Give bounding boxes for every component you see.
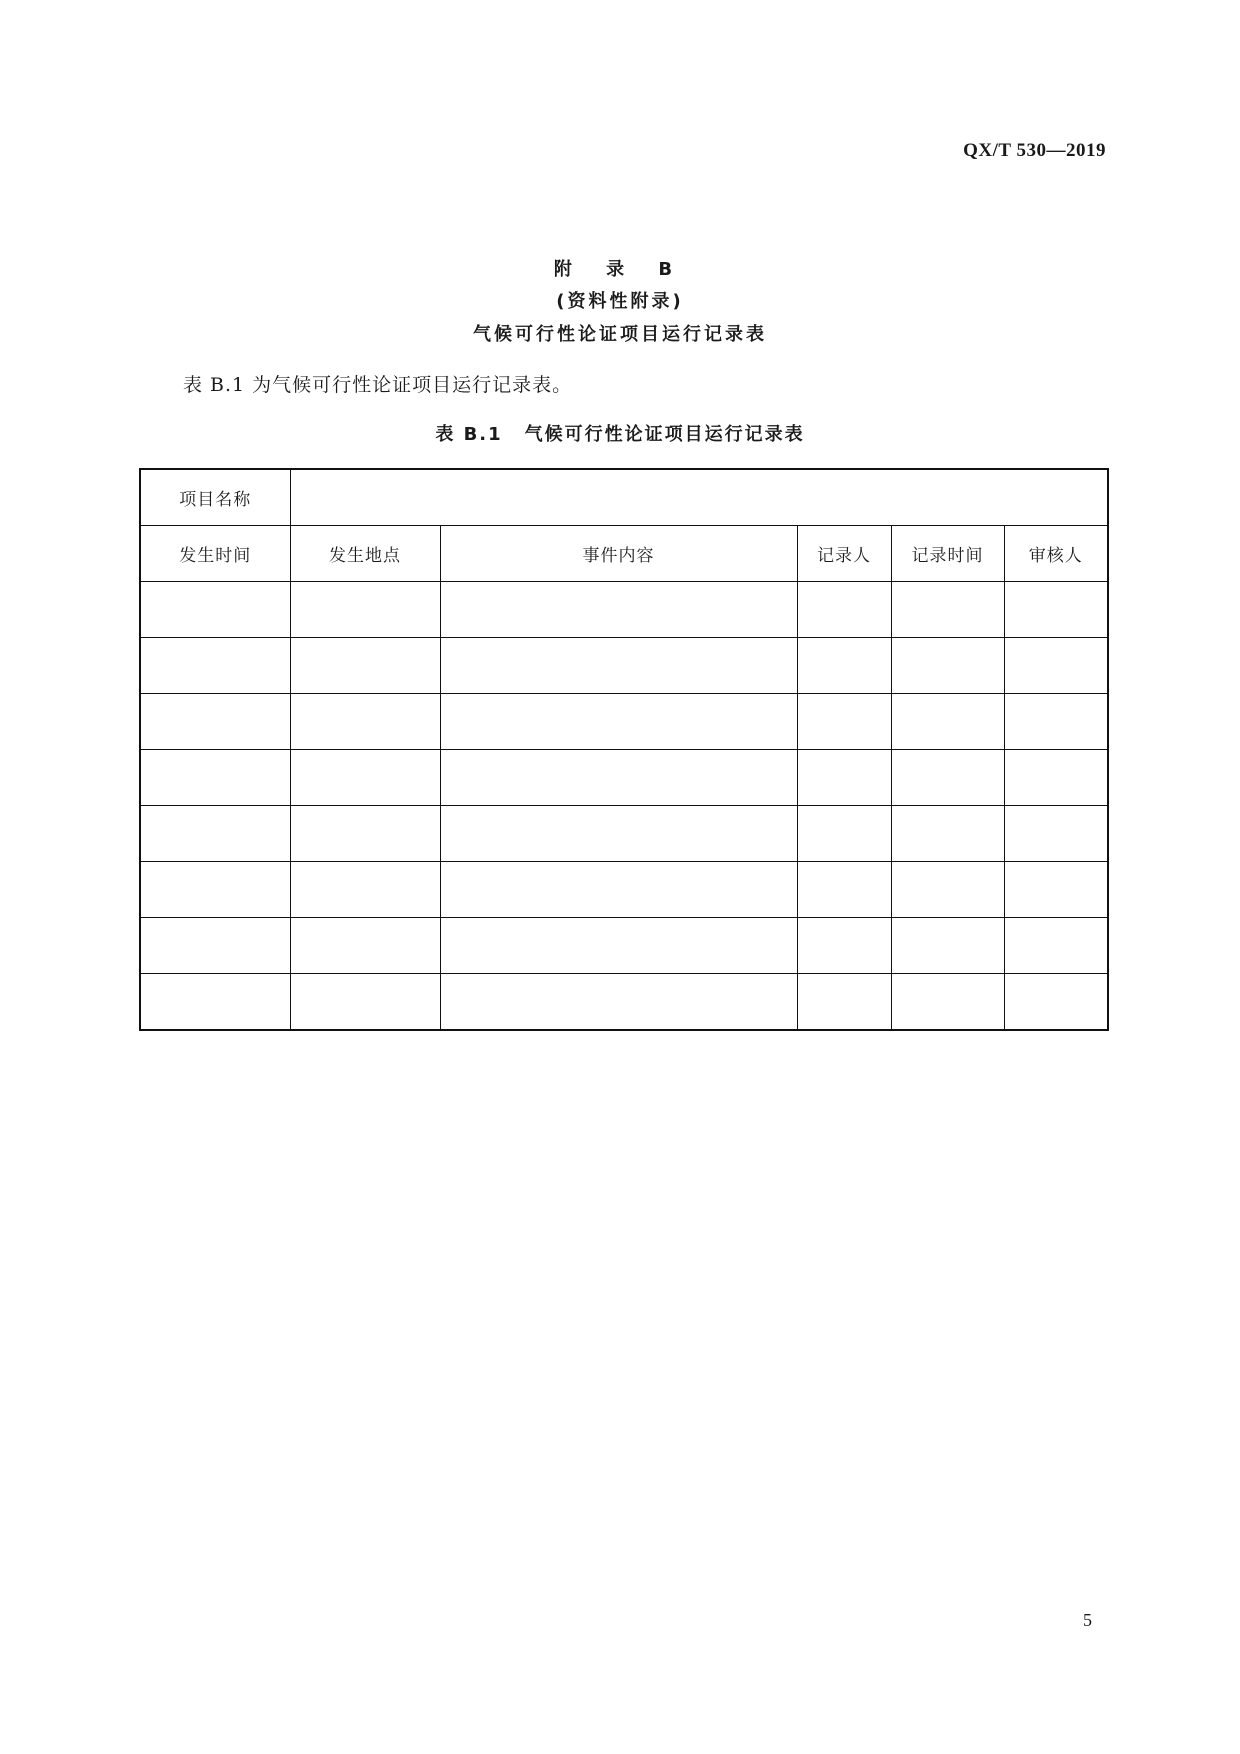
table-cell[interactable] — [797, 918, 891, 974]
table-cell[interactable] — [140, 638, 290, 694]
table-cell[interactable] — [140, 862, 290, 918]
table-cell[interactable] — [797, 806, 891, 862]
project-name-label: 项目名称 — [140, 469, 290, 526]
appendix-type: (资料性附录) — [556, 291, 684, 312]
table-cell[interactable] — [1004, 918, 1108, 974]
table-cell[interactable] — [440, 694, 797, 750]
table-header-row — [140, 526, 1108, 582]
table-cell[interactable] — [1004, 806, 1108, 862]
table-cell[interactable] — [1004, 862, 1108, 918]
column-header: 记录人 — [797, 526, 891, 582]
table-cell[interactable] — [440, 806, 797, 862]
table-row — [140, 862, 1108, 918]
table-cell[interactable] — [290, 862, 440, 918]
table-row — [140, 638, 1108, 694]
project-name-value[interactable] — [290, 469, 1108, 526]
table-cell[interactable] — [290, 750, 440, 806]
column-header: 审核人 — [1004, 526, 1108, 582]
table-cell[interactable] — [290, 694, 440, 750]
table-cell[interactable] — [891, 750, 1004, 806]
table-cell[interactable] — [797, 750, 891, 806]
table-cell[interactable] — [797, 694, 891, 750]
table-cell[interactable] — [1004, 694, 1108, 750]
column-header: 发生时间 — [140, 526, 290, 582]
table-cell[interactable] — [891, 918, 1004, 974]
table-cell[interactable] — [290, 582, 440, 638]
table-cell[interactable] — [290, 638, 440, 694]
table-caption — [0, 420, 1240, 446]
table-cell[interactable] — [1004, 638, 1108, 694]
table-cell[interactable] — [140, 974, 290, 1031]
appendix-name: 气候可行性论证项目运行记录表 — [473, 324, 767, 345]
table-cell[interactable] — [290, 918, 440, 974]
table-cell[interactable] — [1004, 974, 1108, 1031]
intro-paragraph: 表 B.1 为气候可行性论证项目运行记录表。 — [183, 374, 573, 396]
table-cell[interactable] — [440, 862, 797, 918]
table-row — [140, 918, 1108, 974]
table-row — [140, 974, 1108, 1031]
table-cell[interactable] — [797, 974, 891, 1031]
record-table — [139, 468, 1109, 1031]
table-cell[interactable] — [290, 974, 440, 1031]
table-caption-number: 表 B.1 — [435, 424, 503, 445]
page-number: 5 — [1083, 1610, 1092, 1630]
standard-code: QX/T 530—2019 — [963, 140, 1106, 161]
column-header: 发生地点 — [290, 526, 440, 582]
table-row — [140, 694, 1108, 750]
table-cell[interactable] — [140, 806, 290, 862]
table-cell[interactable] — [797, 862, 891, 918]
table-cell[interactable] — [797, 582, 891, 638]
table-row — [140, 582, 1108, 638]
table-cell[interactable] — [891, 582, 1004, 638]
column-header: 记录时间 — [891, 526, 1004, 582]
table-cell[interactable] — [440, 918, 797, 974]
table-cell[interactable] — [891, 694, 1004, 750]
table-cell[interactable] — [140, 694, 290, 750]
project-name-row — [140, 469, 1108, 526]
table-row — [140, 750, 1108, 806]
table-cell[interactable] — [440, 974, 797, 1031]
table-cell[interactable] — [140, 582, 290, 638]
table-cell[interactable] — [440, 638, 797, 694]
table-caption-title: 气候可行性论证项目运行记录表 — [524, 424, 805, 445]
table-cell[interactable] — [440, 582, 797, 638]
table-cell[interactable] — [440, 750, 797, 806]
table-row — [140, 806, 1108, 862]
table-cell[interactable] — [891, 862, 1004, 918]
table-cell[interactable] — [797, 638, 891, 694]
table-cell[interactable] — [891, 974, 1004, 1031]
table-cell[interactable] — [891, 806, 1004, 862]
appendix-title: 附 录 B — [553, 259, 687, 280]
table-cell[interactable] — [1004, 582, 1108, 638]
table-cell[interactable] — [1004, 750, 1108, 806]
table-cell[interactable] — [891, 638, 1004, 694]
table-cell[interactable] — [290, 806, 440, 862]
table-cell[interactable] — [140, 918, 290, 974]
table-cell[interactable] — [140, 750, 290, 806]
column-header: 事件内容 — [440, 526, 797, 582]
